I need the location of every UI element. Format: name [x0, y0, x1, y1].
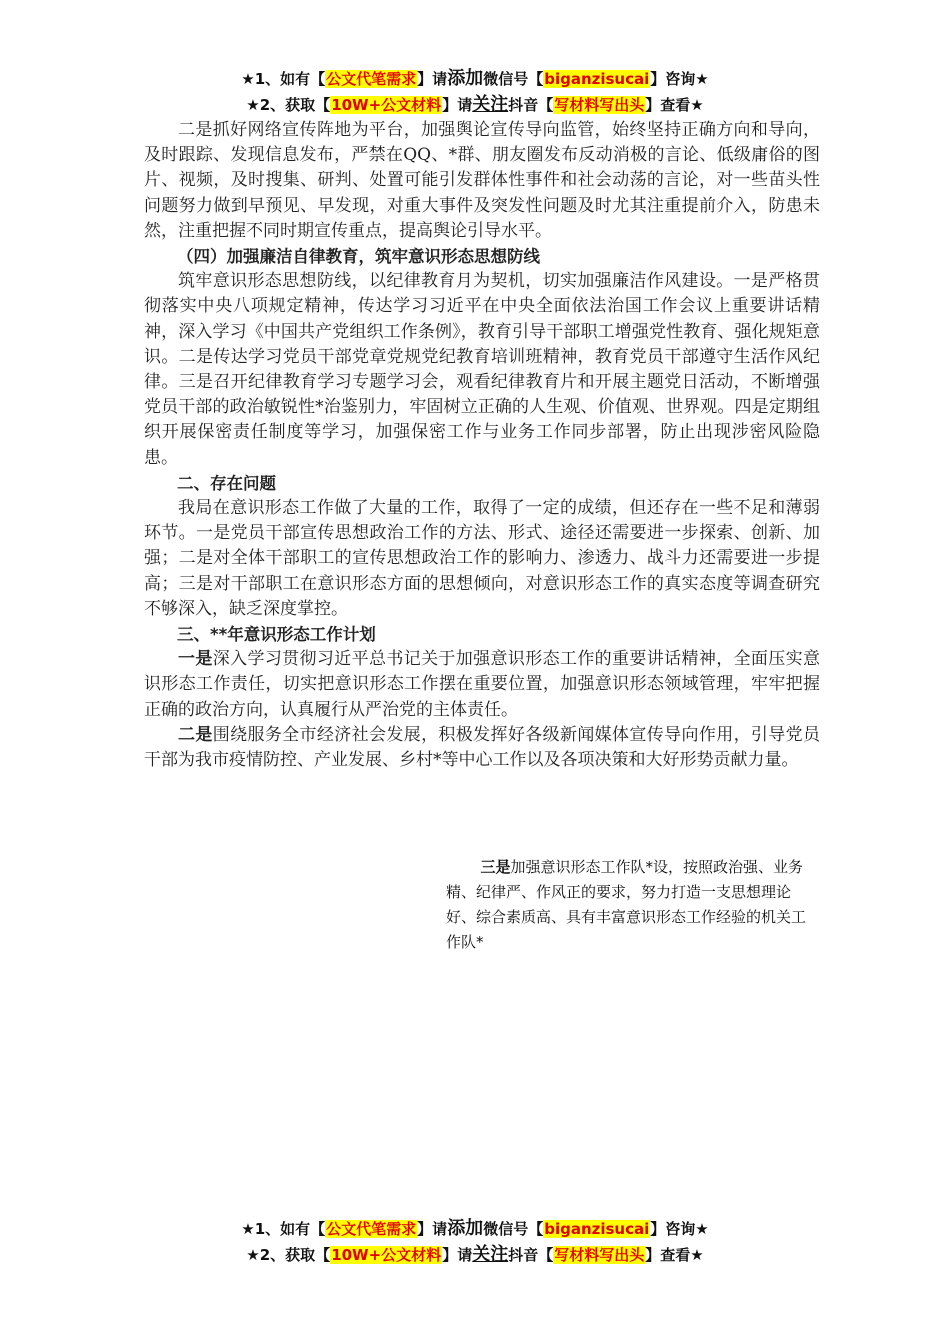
paragraph-problems: 我局在意识形态工作做了大量的工作，取得了一定的成绩，但还存在一些不足和薄弱环节。一是党员干部宣传思想政治工作的方法、形式、途径还需要进一步探索、创新、加强；二是对全体干部职工的宣传思想政治工作的影响力、渗透力、战斗力还需要进一步提高；三是对干部职工在意识形态方面的思想倾向，对意识形态工作的真实态度等调查研究不够深入，缺乏深度掌控。: [144, 498, 820, 619]
section-heading-4: （四）加强廉洁自律教育，筑牢意识形态思想防线: [177, 247, 540, 267]
paragraph-plan-3: 三是加强意识形态工作队*设，按照政治强、业务精、纪律严、作风正的要求，努力打造一支思想理论好、综合素质高、具有丰富意识形态工作经验的机关工作队*: [446, 858, 807, 951]
promo-banner-bottom: [0, 1216, 950, 1268]
highlight-materials: 10W+公文材料: [331, 96, 442, 114]
highlight-service: 公文代笔需求: [326, 1220, 417, 1238]
section-heading-plan: 三、**年意识形态工作计划: [177, 625, 376, 645]
promo-banner-top: [0, 66, 950, 118]
promo-line-2: ★2、获取【10W+公文材料】请关注抖音【写材料写出头】查看★: [246, 94, 704, 115]
highlight-wechat-id: biganzisucai: [544, 70, 650, 88]
highlight-materials: 10W+公文材料: [331, 1246, 442, 1264]
highlight-douyin-account: 写材料写出头: [554, 96, 645, 114]
document-body: [144, 118, 820, 773]
paragraph-network-publicity: 二是抓好网络宣传阵地为平台，加强舆论宣传导向监管，始终坚持正确方向和导向，及时跟踪、发现信息发布，严禁在QQ、*群、朋友圈发布反动消极的言论、低级庸俗的图片、视频，及时搜集、研判、处置可能引发群体性事件和社会动荡的言论，对一些苗头性问题努力做到早预见、早发现，对重大事件及突发性问题及时尤其注重提前介入，防患未然，注重把握不同时期宣传重点，提高舆论引导水平。: [144, 120, 820, 241]
paragraph-plan-2: 二是围绕服务全市经济社会发展，积极发挥好各级新闻媒体宣传导向作用，引导党员干部为我市疫情防控、产业发展、乡村*等中心工作以及各项决策和大好形势贡献力量。: [144, 724, 821, 771]
section-heading-problems: 二、存在问题: [177, 473, 276, 493]
promo-line-1: ★1、如有【公文代笔需求】请添加微信号【biganzisucai】咨询★: [241, 1218, 709, 1239]
highlight-service: 公文代笔需求: [326, 70, 417, 88]
paragraph-plan-1: 一是深入学习贯彻习近平总书记关于加强意识形态工作的重要讲话精神，全面压实意识形态工作责任，切实把意识形态工作摆在重要位置，加强意识形态领域管理，牢牢把握正确的政治方向，认真履行从严治党的主体责任。: [144, 649, 821, 720]
highlight-douyin-account: 写材料写出头: [554, 1246, 645, 1264]
paragraph-integrity-education: 筑牢意识形态思想防线，以纪律教育月为契机，切实加强廉洁作风建设。一是严格贯彻落实中央八项规定精神，传达学习习近平在中央全面依法治国工作会议上重要讲话精神，深入学习《中国共产党组织工作条例》，教育引导干部职工增强党性教育、强化规矩意识。二是传达学习党员干部党章党规党纪教育培训班精神，教育党员干部遵守生活作风纪律。三是召开纪律教育学习专题学习会，观看纪律教育片和开展主题党日活动，不断增强党员干部的政治敏锐性*治鉴别力，牢固树立正确的人生观、价值观、世界观。四是定期组织开展保密责任制度等学习，加强保密工作与业务工作同步部署，防止出现涉密风险隐患。: [144, 271, 820, 468]
promo-line-2: ★2、获取【10W+公文材料】请关注抖音【写材料写出头】查看★: [246, 1244, 704, 1265]
highlight-wechat-id: biganzisucai: [544, 1220, 650, 1238]
promo-line-1: ★1、如有【公文代笔需求】请添加微信号【biganzisucai】咨询★: [241, 68, 709, 89]
